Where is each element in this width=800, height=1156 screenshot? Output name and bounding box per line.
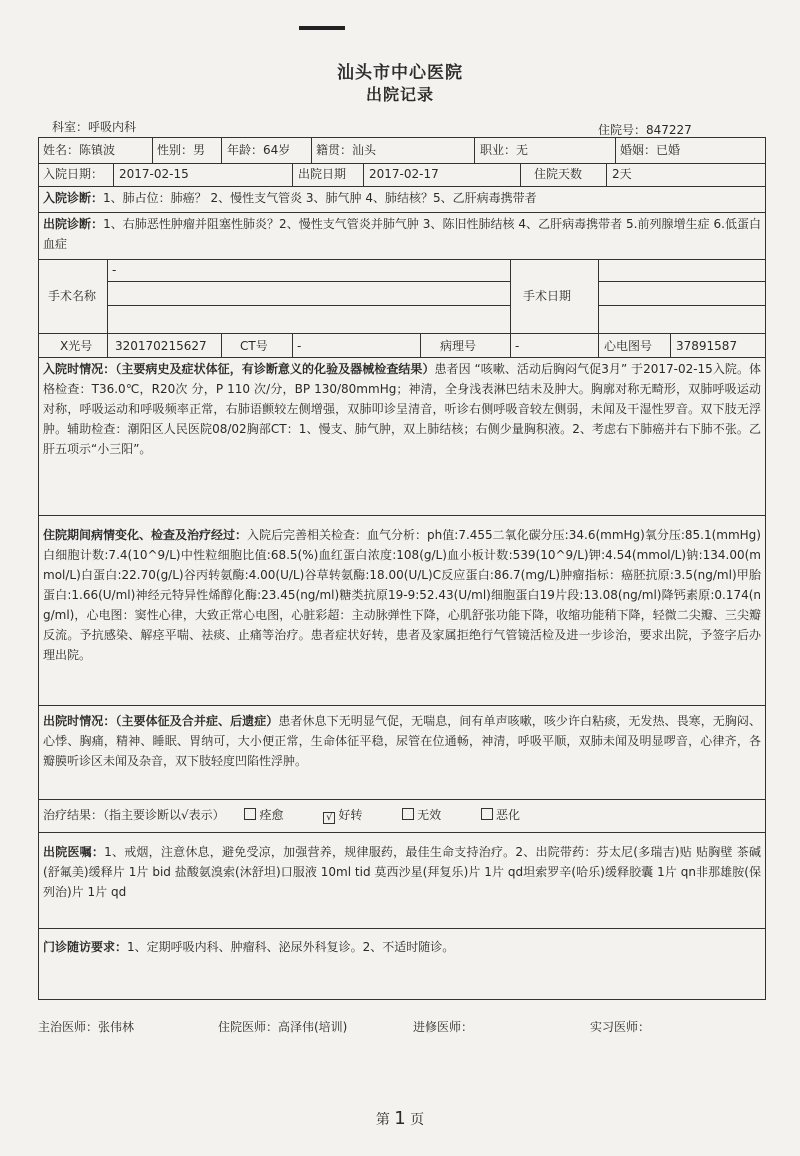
col-divider: [606, 163, 607, 186]
page-prefix: 第: [375, 1112, 390, 1128]
col-divider: [107, 333, 108, 357]
result-ineffective: 无效: [417, 808, 442, 822]
patient-marital: 婚姻：已婚: [620, 143, 681, 157]
attending-physician: 主治医师：张伟林: [38, 1020, 135, 1034]
xray-label: X光号: [60, 339, 93, 353]
row-divider: [598, 281, 766, 282]
followup-text: 1、定期呼吸内科、肿瘤科、泌尿外科复诊。2、不适时随诊。: [127, 940, 455, 954]
col-divider: [670, 333, 671, 357]
discharge-status-text: 患者休息下无明显气促，无喘息，间有单声咳嗽，咳少许白粘痰，无发热、畏寒，无胸闷、心悸、胸痛，精神、睡眠、胃纳可，大小便正常，生命体征平稳，尿管在位通畅，神清，呼吸平顺，双肺未闻及明显啰音，心律齐，各瓣膜听诊区未闻及杂音，双下肢轻度凹陷性浮肿。: [43, 714, 761, 768]
document-title: 出院记录: [365, 85, 434, 104]
col-divider: [311, 137, 312, 163]
result-box-improved: √: [323, 812, 335, 824]
admission-diagnosis-text: 1、肺占位：肺癌？ 2、慢性支气管炎 3、肺气肿 4、肺结核？5、乙肝病毒携带者: [103, 191, 537, 205]
stay-days-label: 住院天数: [534, 167, 583, 181]
col-divider: [510, 333, 511, 357]
treatment-result-label: 治疗结果：（指主要诊断以√表示）: [43, 808, 225, 822]
page-suffix: 页: [410, 1112, 425, 1128]
row-divider: [598, 305, 766, 306]
patient-age: 年龄：64岁: [227, 143, 291, 157]
admit-date-label: 入院日期：: [43, 167, 104, 181]
admission-diagnosis-label: 入院诊断：: [43, 191, 104, 205]
discharge-date-label: 出院日期: [298, 167, 347, 181]
row-divider: [38, 357, 766, 358]
hospital-name: 汕头市中心医院: [337, 63, 463, 83]
department: 科室：呼吸内科: [52, 120, 137, 134]
stay-days: 2天: [612, 167, 632, 181]
resident-physician: 住院医师：高泽伟(培训): [218, 1020, 348, 1034]
row-divider: [107, 281, 510, 282]
col-divider: [474, 137, 475, 163]
col-divider: [107, 259, 108, 333]
patient-name: 姓名：陈镇波: [43, 143, 116, 157]
discharge-diagnosis-text: 1、右肺恶性肿瘤并阻塞性肺炎？2、慢性支气管炎并肺气肿 3、陈旧性肺结核 4、乙肝病毒携带者 5.前列腺增生症 6.低蛋白血症: [43, 217, 761, 251]
followup-label: 门诊随访要求：: [43, 940, 128, 954]
top-mark: [299, 26, 345, 30]
patient-sex: 性别：男: [157, 143, 206, 157]
admission-status: [43, 359, 761, 459]
col-divider: [510, 259, 511, 333]
row-divider: [38, 799, 766, 800]
row-divider: [38, 705, 766, 706]
followup: [43, 937, 761, 957]
discharge-orders-label: 出院医嘱：: [43, 845, 105, 859]
col-divider: [598, 259, 599, 333]
advanced-physician: 进修医师：: [413, 1020, 474, 1034]
discharge-diagnosis: [43, 214, 761, 254]
col-divider: [598, 333, 599, 357]
col-divider: [152, 137, 153, 163]
col-divider: [221, 137, 222, 163]
admission-status-label: 入院时情况：（主要病史及症状体征，有诊断意义的化验及器械检查结果）: [43, 362, 435, 376]
row-divider: [38, 163, 766, 164]
row-divider: [107, 305, 510, 306]
row-divider: [38, 186, 766, 187]
surgery-name: -: [112, 263, 117, 277]
row-divider: [38, 259, 766, 260]
result-improved: 好转: [338, 808, 363, 822]
page-number: [0, 1108, 800, 1129]
treatment-result: [43, 807, 520, 824]
pathology-number: -: [515, 339, 520, 353]
col-divider: [221, 333, 222, 357]
discharge-orders-text: 1、戒烟，注意休息，避免受凉，加强营养，规律服药，最佳生命支持治疗。2、出院带药：芬太尼(多瑞吉)贴 贴胸壁 茶碱(舒氟美)缓释片 1片 bid 盐酸氨溴索(沐舒坦)口服液 10ml tid 莫西沙星(拜复乐)片 1片 qd坦索罗辛(哈乐)缓释胶囊 1片 qn非那雄胺(保列治)片 1片 qd: [43, 845, 761, 899]
ct-label: CT号: [240, 339, 268, 353]
hospital-course-text: 入院后完善相关检查：血气分析：ph值:7.455二氧化碳分压:34.6(mmHg)氧分压:85.1(mmHg)白细胞计数:7.4(10^9/L)中性粒细胞比值:68.5(%)血红蛋白浓度:108(g/L)血小板计数:539(10^9/L)钾:4.54(mmol/L)钠:134.00(mmol/L)白蛋白:22.70(g/L)谷丙转氨酶:4.00(U/L)谷草转氨酶:18.00(U/L)C反应蛋白:86.7(mg/L)肿瘤指标：癌胚抗原:3.5(ng/ml)甲胎蛋白:1.66(U/ml)神经元特异性烯醇化酶:23.45(ng/ml)糖类抗原19-9:52.43(U/ml)细胞蛋白19片段:13.08(ng/ml)降钙素原:0.174(ng/ml)，心电图：窦性心律，大致正常心电图，心脏彩超：主动脉弹性下降，心肌舒张功能下降，收缩功能稍下降，轻微二尖瓣、三尖瓣反流。予抗感染、解痉平喘、祛痰、止痛等治疗。患者症状好转，患者及家属拒绝行气管镜活检及进一步诊治，要求出院，予签字后办理出院。: [43, 528, 761, 662]
pathology-label: 病理号: [440, 339, 477, 353]
xray-number: 320170215627: [115, 339, 207, 353]
row-divider: [38, 333, 766, 334]
row-divider: [38, 832, 766, 833]
result-box-worse: [481, 808, 493, 820]
col-divider: [615, 137, 616, 163]
hospital-course-label: 住院期间病情变化、检查及治疗经过：: [43, 528, 248, 542]
ecg-label: 心电图号: [604, 339, 653, 353]
result-worse: 恶化: [496, 808, 521, 822]
discharge-status: [43, 711, 761, 771]
row-divider: [38, 515, 766, 516]
discharge-orders: [43, 842, 761, 902]
col-divider: [363, 163, 364, 186]
hospital-course: [43, 525, 761, 665]
intern-physician: 实习医师：: [590, 1020, 651, 1034]
col-divider: [292, 333, 293, 357]
row-divider: [38, 928, 766, 929]
admission-status-text: 患者因 “咳嗽、活动后胸闷气促3月” 于2017-02-15入院。体格检查：T36.0℃，R20次 分，P 110 次/分，BP 130/80mmHg；神清，全身浅表淋巴结未及肿大。胸廓对称无畸形，双肺呼吸运动对称，呼吸运动和呼吸频率正常，右肺语颤较左侧增强，双肺叩诊呈清音，听诊右侧呼吸音较左侧弱，未闻及干湿性罗音。双下肢无浮肿。辅助检查：潮阳区人民医院08/02胸部CT：1、慢支、肺气肿，双上肺结核；右侧少量胸积液。2、考虑右下肺癌并右下肺不张。乙肝五项示“小三阳”。: [43, 362, 761, 456]
col-divider: [420, 333, 421, 357]
patient-origin: 籍贯：汕头: [316, 143, 377, 157]
discharge-status-label: 出院时情况：（主要体征及合并症、后遗症）: [43, 714, 279, 728]
discharge-diagnosis-label: 出院诊断：: [43, 217, 104, 231]
surgery-name-label: 手术名称: [48, 289, 97, 303]
col-divider: [113, 163, 114, 186]
col-divider: [292, 163, 293, 186]
discharge-date: 2017-02-17: [369, 167, 439, 181]
row-divider: [38, 212, 766, 213]
result-box-cured: [244, 808, 256, 820]
admission-diagnosis: [43, 188, 761, 208]
ct-number: -: [297, 339, 302, 353]
admit-date: 2017-02-15: [119, 167, 189, 181]
page-number-value: 1: [394, 1108, 406, 1129]
admission-number: 住院号：847227: [598, 123, 692, 137]
ecg-number: 37891587: [676, 339, 738, 353]
surgery-date-label: 手术日期: [523, 289, 572, 303]
result-cured: 痊愈: [259, 808, 284, 822]
col-divider: [520, 163, 521, 186]
result-box-ineffective: [402, 808, 414, 820]
patient-occupation: 职业：无: [480, 143, 529, 157]
